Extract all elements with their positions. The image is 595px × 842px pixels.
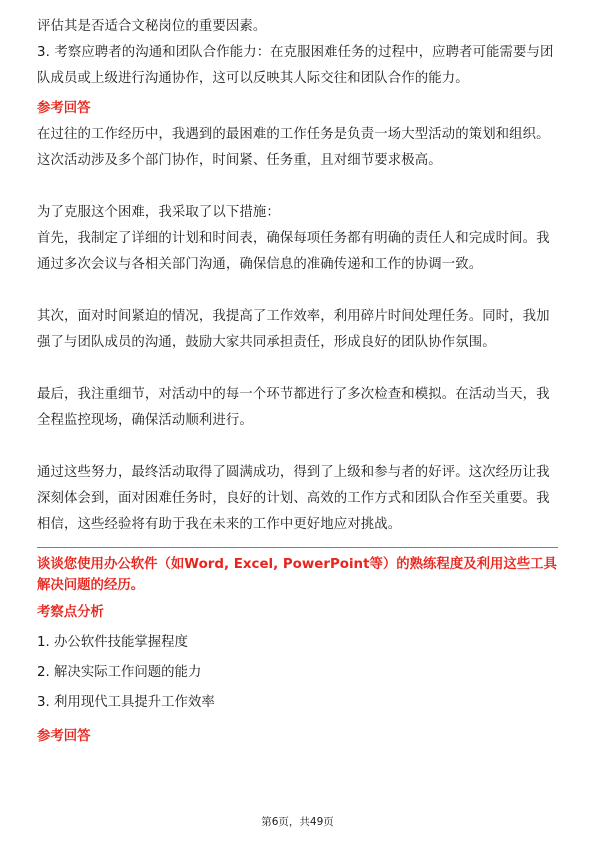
analysis-heading: 考察点分析 [37,605,104,620]
paragraph-gap [37,434,558,460]
answer-paragraph-5: 最后，我注重细节，对活动中的每一个环节都进行了多次检查和模拟。在活动当天，我全程监控现场，确保活动顺利进行。 [37,387,550,428]
analysis-list-item: 1. 办公软件技能掌握程度 [37,635,188,650]
answer-paragraph-1: 在过往的工作经历中，我遇到的最困难的工作任务是负责一场大型活动的策划和组织。这次活动涉及多个部门协作，时间紧、任务重，且对细节要求极高。 [37,127,550,168]
page-number: 第6页，共49页 [261,816,334,828]
answer-paragraph-4: 其次，面对时间紧迫的情况，我提高了工作效率，利用碎片时间处理任务。同时，我加强了与团队成员的沟通，鼓励大家共同承担责任，形成良好的团队协作氛围。 [37,309,550,350]
answer-paragraph-3: 首先，我制定了详细的计划和时间表，确保每项任务都有明确的责任人和完成时间。我通过多次会议与各相关部门沟通，确保信息的准确传递和工作的协调一致。 [37,231,550,272]
document-page [37,14,558,750]
reference-answer-heading: 参考回答 [37,729,91,744]
question-heading: 谈谈您使用办公软件（如Word, Excel, PowerPoint等）的熟练程度及利用这些工具解决问题的经历。 [37,557,557,593]
answer-paragraph-2: 为了克服这个困难，我采取了以下措施： [37,205,280,220]
analysis-item-3: 3. 考察应聘者的沟通和团队合作能力：在克服困难任务的过程中，应聘者可能需要与团队成员或上级进行沟通协作，这可以反映其人际交往和团队合作的能力。 [37,45,554,86]
section-divider [37,547,558,548]
answer-paragraph-6: 通过这些努力，最终活动取得了圆满成功，得到了上级和参与者的好评。这次经历让我深刻体会到，面对困难任务时，良好的计划、高效的工作方式和团队合作至关重要。我相信，这些经验将有助于我在未来的工作中更好地应对挑战。 [37,465,550,532]
analysis-list-item: 2. 解决实际工作问题的能力 [37,665,202,680]
paragraph-gap [37,174,558,200]
paragraph-top: 评估其是否适合文秘岗位的重要因素。 [37,19,267,34]
paragraph-gap [37,278,558,304]
analysis-list-item: 3. 利用现代工具提升工作效率 [37,695,215,710]
reference-answer-heading: 参考回答 [37,101,91,116]
paragraph-gap [37,356,558,382]
